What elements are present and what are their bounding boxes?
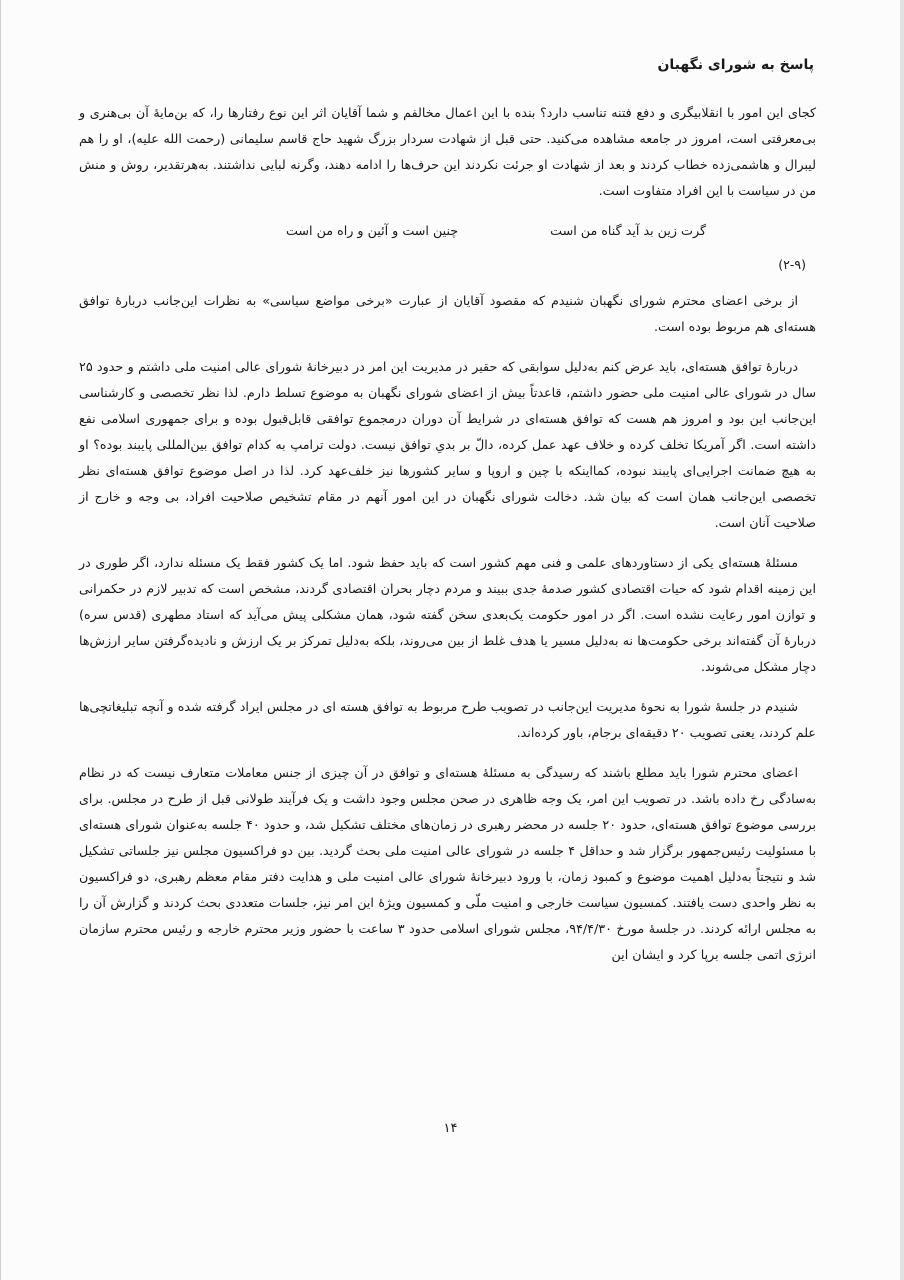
paragraph-3: دربارهٔ توافق هسته‌ای، باید عرض کنم به‌دلیل سوابقی که حقیر در مدیریت این امر در دبیرخانهٔ شورای عالی امنیت ملی داشتم و حدود ۲۵ سال در شورای عالی امنیت ملی حضور داشتم، قاعدتاً بیش از اعضای شورای نگهبان به موضوع تسلط دارم. لذا نظر تخصصی و کارشناسی این‌جانب این بود و امروز هم هست که توافق هسته‌ای در شرایط آن دوران درمجموع توافقی قابل‌قبول بوده و برای جمهوری اسلامی نفع داشته است. اگر آمریکا تخلف کرده و خلاف عهد عمل کرده، دالّ بر بدیِ توافق نیست. دولت ترامپ به کدام توافق بین‌المللی پایبند بوده؟ او به هیچ ضمانت اجرایی‌ای پایبند نبوده، کمااینکه با چین و اروپا و سایر کشورها نیز خلف‌عهد کرد. لذا در اصل موضوع توافق هسته‌ای نظر تخصصی این‌جانب همان است که بیان شد. دخالت شورای نگهبان در این امور آنهم در مقام تشخیص صلاحیت افراد، بی وجه و خارج از صلاحیت آنان است.: [79, 359, 816, 530]
section-reference: (۲-۹): [778, 257, 806, 272]
poem-hemistich-1: گرت زین بد آید گناه من است: [550, 223, 706, 238]
paragraph-2: از برخی اعضای محترم شورای نگهبان شنیدم که مقصود آقایان از عبارت «برخی مواضع سیاسی» به نظرات این‌جانب دربارهٔ توافق هسته‌ای هم مربوط بوده است.: [79, 293, 816, 334]
running-header: پاسخ به شورای نگهبان: [657, 57, 814, 73]
paragraph-1: کجای این امور با انقلابیگری و دفع فتنه تناسب دارد؟ بنده با این اعمال مخالفم و شما آقایان اثر این نوع رفتارها را، که بن‌مایهٔ آن بی‌هنری و بی‌معرفتی است، امروز در جامعه مشاهده می‌کنید. حتی قبل از شهادت سردار بزرگ شهید حاج قاسم سلیمانی (رحمت الله علیه)، او را هم لیبرال و هاشمی‌زده خطاب کردند و بعد از شهادت او جرئت نکردند این حرف‌ها را ادامه دهند، وگرنه لبایی نداشتند. به‌هرتقدیر، روش و منش من در سیاست با این افراد متفاوت است.: [79, 105, 816, 198]
page-number: ۱۴: [443, 1121, 458, 1136]
paragraph-5: شنیدم در جلسهٔ شورا به نحوهٔ مدیریت این‌جانب در تصویب طرح مربوط به توافق هسته ای در مجلس ایراد گرفته شده و آنچه تبلیغاتچی‌ها علم کردند، یعنی تصویب ۲۰ دقیقه‌ای برجام، باور کرده‌اند.: [79, 699, 816, 740]
paragraph-4: مسئلهٔ هسته‌ای یکی از دستاوردهای علمی و فنی مهم کشور است که باید حفظ شود. اما یک کشور فقط یک مسئله ندارد، اگر طوری در این زمینه اقدام شود که حیات اقتصادی کشور صدمهٔ جدی ببیند و مردم دچار بحران اقتصادی گردند، مشخص است که تدبیر لازم در حکمرانی و توازن امور رعایت نشده است. اگر در امور حکومت یک‌بعدی سخن گفته شود، همان مشکلی پیش می‌آید که استاد مطهری (قدس سره) دربارهٔ آن گفته‌اند برخی حکومت‌ها نه به‌دلیل مسیر یا هدف غلط از بین می‌روند، بلکه به‌دلیل تمرکز بر یک ارزش و نادیده‌گرفتن سایر ارزش‌ها دچار مشکل می‌شوند.: [79, 555, 816, 674]
document-body: [79, 100, 816, 982]
poem-verse: [79, 218, 816, 244]
paragraph-6: اعضای محترم شورا باید مطلع باشند که رسیدگی به مسئلهٔ هسته‌ای و توافق در آن چیزی از جنس معاملات متعارف نیست که در نظام به‌سادگی رخ داده باشد. در تصویب این امر، یک وجه ظاهری در صحن مجلس وجود داشت و یک فرآیند طولانی قبل از طرح در مجلس. برای بررسی موضوع توافق هسته‌ای، حدود ۲۰ جلسه در محضر رهبری در زمان‌های مختلف تشکیل شد، و حدود ۴۰ جلسه به‌عنوان شورای هسته‌ای با مسئولیت رئیس‌جمهور برگزار شد و حداقل ۴ جلسه در شورای عالی امنیت ملی بحث گردید. بین دو فراکسیون مجلس نیز جلساتی تشکیل شد و نتیجتاً به‌دلیل اهمیت موضوع و کمبود زمان، با ورود دبیرخانهٔ شورای عالی امنیت ملی و هدایت دفتر مقام معظم رهبری، دو فراکسیون به نظر واحدی دست یافتند. کمسیون سیاست خارجی و امنیت ملّی و کمسیون ویژهٔ این امر نیز، جلسات متعددی بحث کردند و گزارش آن را به مجلس ارائه کردند. در جلسهٔ مورخ ۹۴/۴/۳۰، مجلس شورای اسلامی حدود ۳ ساعت با حضور وزیر محترم خارجه و رئیس محترم سازمان انرژی اتمی جلسه برپا کرد و ایشان این: [79, 765, 816, 962]
poem-hemistich-2: چنین است و آئین و راه من است: [285, 223, 459, 238]
